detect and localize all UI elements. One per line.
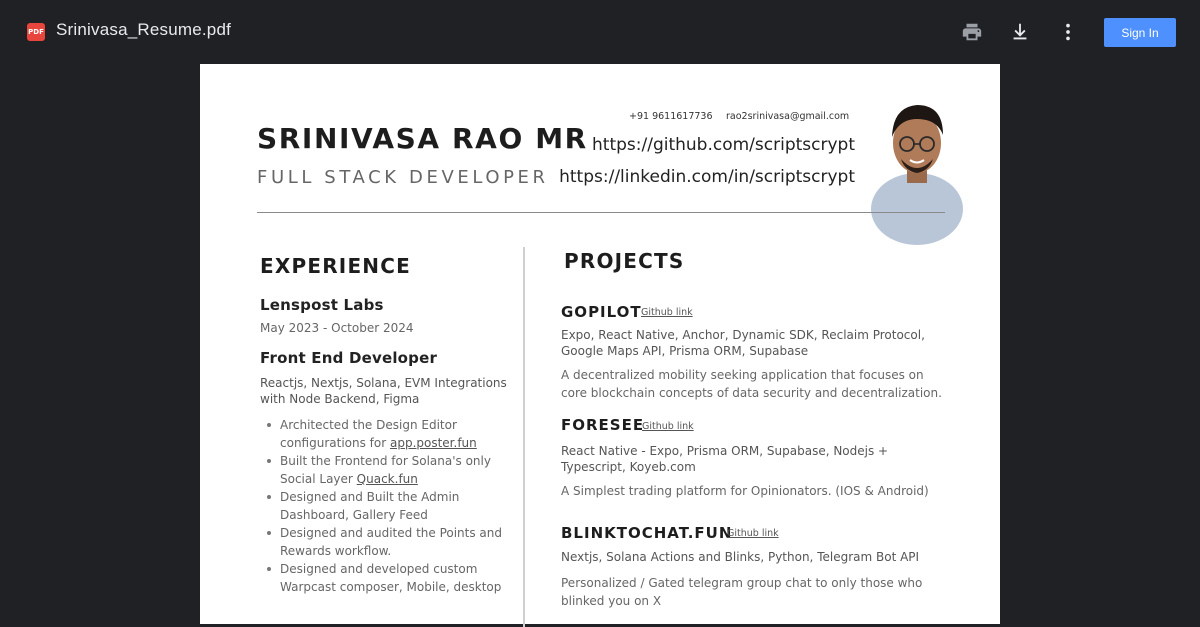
blinktochat-github-link[interactable]: Github link	[727, 528, 779, 539]
resume-name: SRINIVASA RAO MR	[257, 122, 588, 155]
list-item: Designed and audited the Points and Rewards workflow.	[260, 524, 510, 560]
download-button[interactable]	[1008, 20, 1032, 44]
list-item: Designed and Built the Admin Dashboard, Gallery Feed	[260, 488, 510, 524]
print-icon	[961, 21, 983, 43]
project-desc-blinktochat: Personalized / Gated telegram group chat to only those who blinked you on X	[561, 576, 923, 608]
foresee-github-link[interactable]: Github link	[642, 421, 694, 432]
contact-email: rao2srinivasa@gmail.com	[726, 111, 850, 122]
experience-bullets	[260, 416, 510, 596]
contact-phone: +91 9611617736	[629, 111, 713, 122]
more-vert-icon	[1057, 21, 1079, 43]
job-title: Front End Developer	[260, 349, 438, 367]
download-icon	[1009, 21, 1031, 43]
file-name: Srinivasa_Resume.pdf	[56, 20, 232, 39]
project-stack-blinktochat: Nextjs, Solana Actions and Blinks, Python, Telegram Bot API	[561, 550, 920, 564]
list-item: Designed and developed custom Warpcast composer, Mobile, desktop	[260, 560, 510, 596]
github-link[interactable]: https://github.com/scriptscrypt	[592, 135, 855, 155]
project-desc-foresee: A Simplest trading platform for Opinionators. (IOS & Android)	[561, 484, 929, 498]
sign-in-button[interactable]: Sign In	[1104, 18, 1176, 47]
app-poster-link[interactable]: app.poster.fun	[389, 436, 477, 450]
experience-heading: EXPERIENCE	[260, 254, 411, 278]
header-divider	[257, 212, 945, 213]
project-stack-gopilot: Expo, React Native, Anchor, Dynamic SDK, Reclaim Protocol, Google Maps API, Prisma ORM, Supabase	[561, 328, 925, 358]
project-title-gopilot: GOPILOT	[561, 303, 642, 321]
gopilot-github-link[interactable]: Github link	[641, 307, 693, 318]
project-stack-foresee: React Native - Expo, Prisma ORM, Supabase, Nodejs + Typescript, Koyeb.com	[561, 444, 889, 474]
project-title-foresee: FORESEE	[561, 416, 645, 434]
project-title-blinktochat: BLINKTOCHAT.FUN	[561, 524, 733, 542]
pdf-file-icon: PDF	[27, 23, 45, 41]
print-button[interactable]	[960, 20, 984, 44]
pdf-page	[200, 64, 1000, 624]
job-tech-stack: Reactjs, Nextjs, Solana, EVM Integrations with Node Backend, Figma	[260, 376, 507, 406]
resume-role: FULL STACK DEVELOPER	[257, 167, 549, 188]
profile-photo	[871, 97, 963, 205]
project-desc-gopilot: A decentralized mobility seeking application that focuses on core blockchain concepts of data security and decentralization.	[561, 368, 942, 400]
more-options-button[interactable]	[1056, 20, 1080, 44]
column-divider	[523, 247, 525, 627]
employment-dates: May 2023 - October 2024	[260, 321, 414, 335]
list-item: Built the Frontend for Solana's only Social Layer Quack.fun	[260, 452, 510, 488]
quack-fun-link[interactable]: Quack.fun	[356, 472, 418, 486]
list-item: Architected the Design Editor configurations for app.poster.fun	[260, 416, 510, 452]
linkedin-link[interactable]: https://linkedin.com/in/scriptscrypt	[559, 167, 855, 187]
viewer-toolbar	[0, 0, 1200, 64]
projects-heading: PROJECTS	[564, 249, 685, 273]
company-name: Lenspost Labs	[260, 296, 384, 314]
